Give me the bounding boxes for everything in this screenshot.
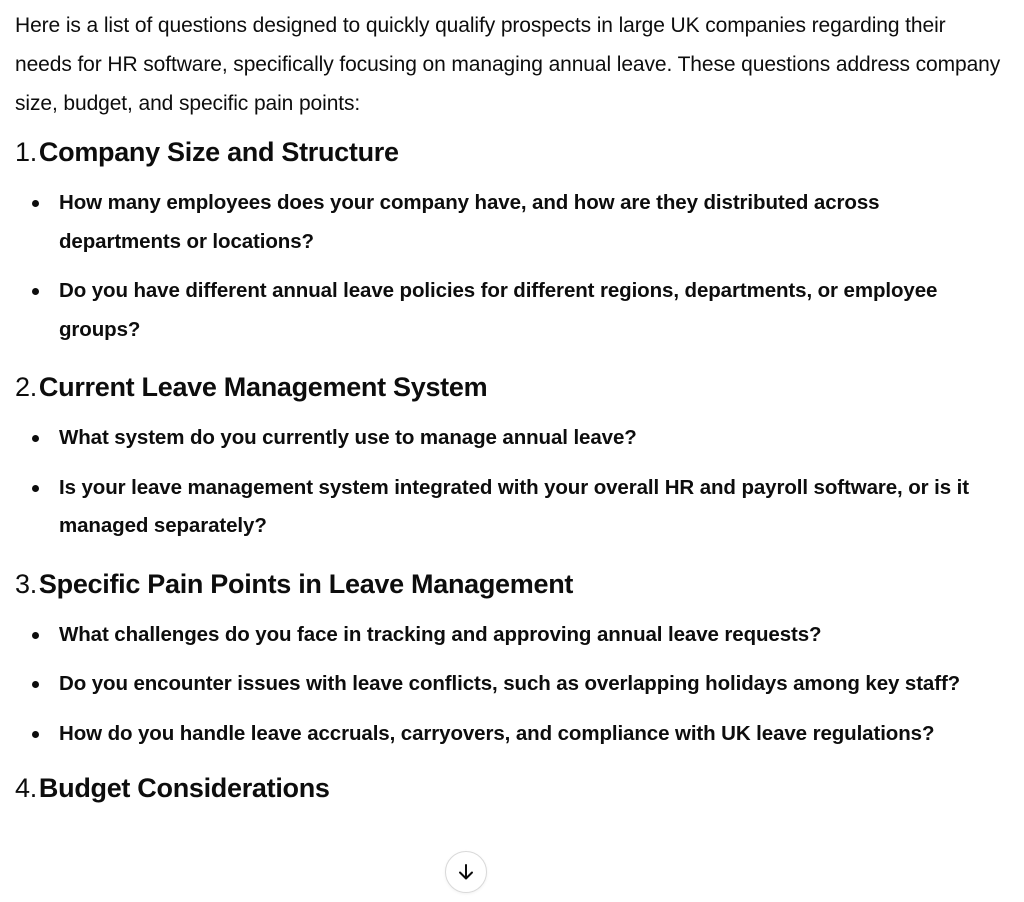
- section-number: 1.: [15, 137, 37, 167]
- bullet-icon: [32, 731, 39, 738]
- scroll-to-bottom-button[interactable]: [445, 851, 487, 893]
- arrow-down-icon: [456, 862, 476, 882]
- list-item: [15, 419, 1005, 458]
- section-title: Company Size and Structure: [38, 137, 399, 167]
- list-item: [15, 665, 1005, 704]
- list-item: [15, 272, 1005, 349]
- section-4: [15, 770, 1005, 806]
- question-list: [15, 616, 1005, 754]
- list-item: [15, 715, 1005, 754]
- message-content: [15, 6, 1005, 806]
- bullet-icon: [32, 485, 39, 492]
- question-text: What challenges do you face in tracking and approving annual leave requests?: [59, 622, 822, 646]
- section-3: [15, 566, 1005, 754]
- section-number: 4.: [15, 773, 37, 803]
- question-text: What system do you currently use to manage annual leave?: [59, 426, 637, 449]
- question-text: Do you have different annual leave policies for different regions, departments, or employee groups?: [59, 279, 938, 341]
- section-heading: [15, 566, 1005, 602]
- bullet-icon: [32, 435, 39, 442]
- section-heading: [15, 369, 1005, 405]
- section-heading: [15, 134, 1005, 170]
- section-2: [15, 369, 1005, 546]
- question-list: [15, 184, 1005, 349]
- list-item: [15, 184, 1005, 261]
- question-text: How do you handle leave accruals, carryovers, and compliance with UK leave regulations?: [59, 721, 935, 745]
- question-text: Do you encounter issues with leave conflicts, such as overlapping holidays among key staff?: [59, 672, 961, 695]
- bullet-icon: [32, 288, 39, 295]
- bullet-icon: [32, 200, 39, 207]
- question-list: [15, 419, 1005, 546]
- section-title: Budget Considerations: [38, 773, 330, 803]
- question-text: Is your leave management system integrated with your overall HR and payroll software, or is it managed separately?: [59, 475, 969, 537]
- bullet-icon: [32, 632, 39, 639]
- list-item: [15, 616, 1005, 655]
- section-title: Current Leave Management System: [38, 372, 488, 402]
- section-heading: [15, 770, 1005, 806]
- section-title: Specific Pain Points in Leave Management: [38, 568, 574, 599]
- bullet-icon: [32, 681, 39, 688]
- list-item: [15, 469, 1005, 546]
- section-number: 2.: [15, 372, 37, 402]
- section-1: [15, 134, 1005, 349]
- intro-paragraph: Here is a list of questions designed to quickly qualify prospects in large UK companies regarding their needs for HR software, specifically focusing on managing annual leave. These questions address company size, budget, and specific pain points:: [15, 14, 1001, 115]
- section-number: 3.: [15, 568, 37, 599]
- question-text: How many employees does your company have, and how are they distributed across departments or locations?: [59, 191, 880, 253]
